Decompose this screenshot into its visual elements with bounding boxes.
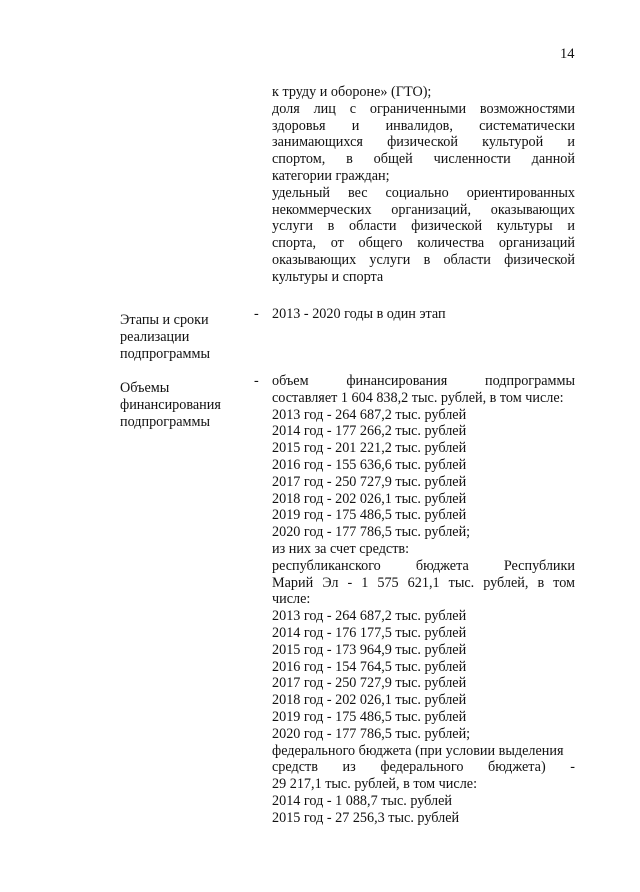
stages-value-text: 2013 - 2020 годы в один этап <box>272 306 446 322</box>
indicators-line: доля лиц с ограниченными возможностями <box>272 100 575 117</box>
indicators-text <box>272 84 575 286</box>
funding-label-line: Объемы <box>120 380 170 396</box>
funding-line: 2015 год - 27 256,3 тыс. рублей <box>272 809 460 826</box>
indicators-line: к труду и обороне» (ГТО); <box>272 84 432 100</box>
funding-line: 2018 год - 202 026,1 тыс. рублей <box>272 490 467 507</box>
funding-line: из них за счет средств: <box>272 540 410 557</box>
funding-line: 2013 год - 264 687,2 тыс. рублей <box>272 608 467 625</box>
funding-label-line: подпрограммы <box>120 413 210 430</box>
funding-line: составляет 1 604 838,2 тыс. рублей, в том числе: <box>272 389 564 406</box>
funding-line: 2014 год - 177 266,2 тыс. рублей <box>272 423 467 440</box>
funding-line: 2020 год - 177 786,5 тыс. рублей; <box>272 725 471 742</box>
indicators-line: удельный вес социально ориентированных <box>272 184 575 201</box>
funding-line: 2017 год - 250 727,9 тыс. рублей <box>272 675 467 692</box>
funding-text <box>272 373 575 827</box>
indicators-line: спорта, от общего количества организаций <box>272 235 575 252</box>
funding-line: 2015 год - 173 964,9 тыс. рублей <box>272 641 467 658</box>
funding-line: объем финансирования подпрограммы <box>272 373 575 389</box>
funding-label-line: финансирования <box>120 396 221 413</box>
indicators-line: культуры и спорта <box>272 268 384 285</box>
funding-line: 2014 год - 1 088,7 тыс. рублей <box>272 792 452 809</box>
stages-label-line: Этапы и сроки <box>120 312 209 328</box>
indicators-line: здоровья и инвалидов, систематически <box>272 117 575 134</box>
indicators-line: категории граждан; <box>272 167 390 184</box>
stages-label-line: реализации <box>120 328 190 345</box>
funding-line: 2020 год - 177 786,5 тыс. рублей; <box>272 524 471 541</box>
stages-dash: - <box>254 306 259 322</box>
funding-line: 2019 год - 175 486,5 тыс. рублей <box>272 708 467 725</box>
stages-label <box>120 312 210 362</box>
funding-line: 2017 год - 250 727,9 тыс. рублей <box>272 473 467 490</box>
funding-line: 2019 год - 175 486,5 тыс. рублей <box>272 507 467 524</box>
funding-label <box>120 380 221 430</box>
funding-line: средств из федерального бюджета) - <box>272 759 575 776</box>
funding-line: 2016 год - 154 764,5 тыс. рублей <box>272 658 467 675</box>
indicators-line: спортом, в общей численности данной <box>272 151 575 168</box>
page-number: 14 <box>560 46 575 62</box>
funding-line: 2015 год - 201 221,2 тыс. рублей <box>272 440 467 457</box>
funding-line: 2014 год - 176 177,5 тыс. рублей <box>272 624 467 641</box>
funding-line: 2016 год - 155 636,6 тыс. рублей <box>272 456 467 473</box>
funding-line: 29 217,1 тыс. рублей, в том числе: <box>272 776 478 793</box>
indicators-line: занимающихся физической культурой и <box>272 134 575 151</box>
funding-dash: - <box>254 373 259 389</box>
funding-line: 2013 год - 264 687,2 тыс. рублей <box>272 406 467 423</box>
funding-line: федерального бюджета (при условии выделения <box>272 742 564 759</box>
indicators-line: услуги в области физической культуры и <box>272 218 575 235</box>
stages-value <box>272 306 575 323</box>
stages-label-line: подпрограммы <box>120 345 210 362</box>
funding-line: 2018 год - 202 026,1 тыс. рублей <box>272 692 467 709</box>
funding-line: республиканского бюджета Республики <box>272 557 575 574</box>
funding-line: Марий Эл - 1 575 621,1 тыс. рублей, в том <box>272 574 575 591</box>
indicators-line: оказывающих услуги в области физической <box>272 251 575 268</box>
funding-line: числе: <box>272 591 311 608</box>
indicators-line: некоммерческих организаций, оказывающих <box>272 201 575 218</box>
